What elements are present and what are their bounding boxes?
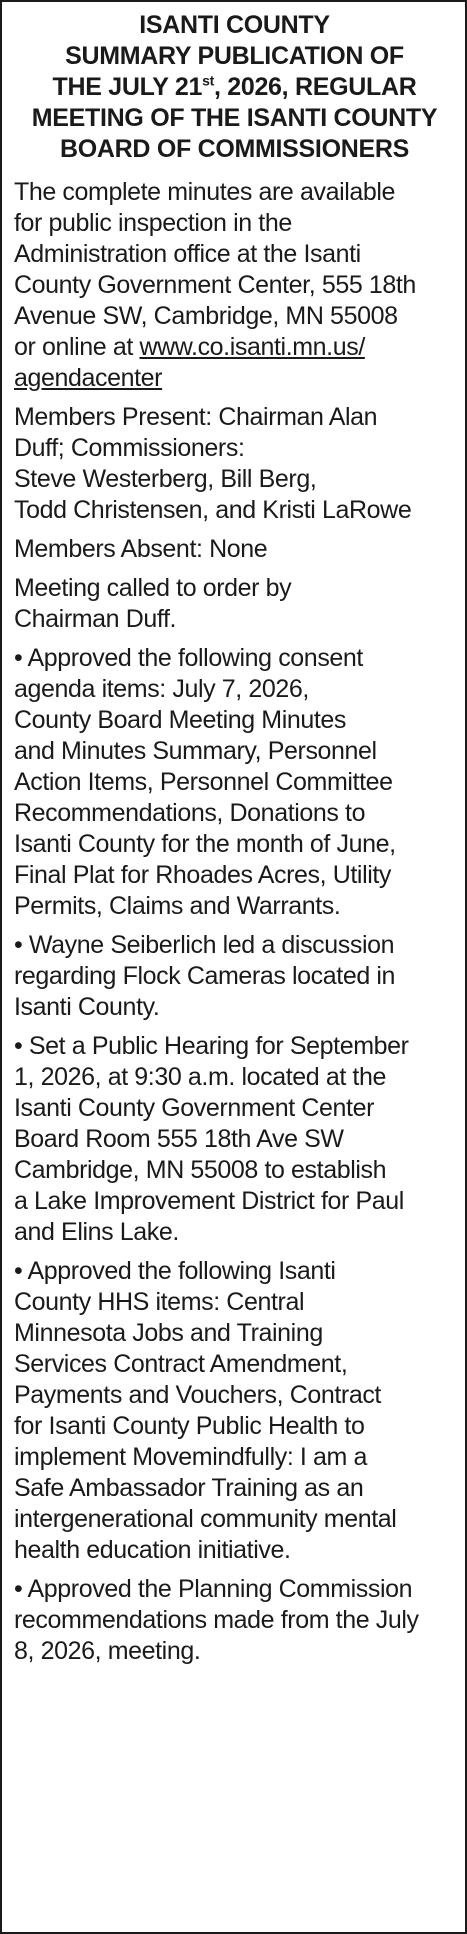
- members-absent-paragraph: [14, 534, 455, 565]
- title-line: BOARD OF COMMISSIONERS: [60, 135, 409, 163]
- text-line: Board Room 555 18th Ave SW: [14, 1125, 344, 1153]
- text-line: Services Contract Amendment,: [14, 1350, 348, 1378]
- text-line: Chairman Duff.: [14, 605, 177, 633]
- text-line: Administration office at the Isanti: [14, 240, 361, 268]
- text-line: [14, 332, 455, 363]
- text-line: Final Plat for Rhoades Acres, Utility: [14, 861, 392, 889]
- agenda-item-hhs: [14, 1256, 455, 1566]
- text-line: Safe Ambassador Training as an: [14, 1474, 364, 1502]
- agenda-center-link-continued[interactable]: agendacenter: [14, 364, 163, 392]
- text-line: intergenerational community mental: [14, 1505, 397, 1533]
- text-line: • Approved the following consent: [14, 644, 363, 672]
- text-line: Cambridge, MN 55008 to establish: [14, 1156, 387, 1184]
- availability-paragraph: [14, 177, 455, 394]
- text-line: Members Present: Chairman Alan: [14, 403, 378, 431]
- title-line: MEETING OF THE ISANTI COUNTY: [31, 104, 438, 132]
- title-date-suffix: st: [202, 72, 214, 89]
- text-line: Meeting called to order by: [14, 574, 292, 602]
- text-line: Minnesota Jobs and Training: [14, 1319, 323, 1347]
- text-line: County Government Center, 555 18th: [14, 271, 416, 299]
- text-line: • Approved the following Isanti: [14, 1257, 336, 1285]
- title-date-prefix: THE JULY 21: [52, 73, 203, 101]
- text-line: Todd Christensen, and Kristi LaRowe: [14, 496, 412, 524]
- text-line: Action Items, Personnel Committee: [14, 768, 393, 796]
- agenda-item-flock-cameras: [14, 930, 455, 1023]
- title-line: SUMMARY PUBLICATION OF: [65, 42, 404, 70]
- agenda-center-link[interactable]: www.co.isanti.mn.us/: [139, 333, 365, 361]
- text-line: • Wayne Seiberlich led a discussion: [14, 931, 395, 959]
- text-line: Permits, Claims and Warrants.: [14, 892, 341, 920]
- text-line: County Board Meeting Minutes: [14, 706, 347, 734]
- text-line: agenda items: July 7, 2026,: [14, 675, 309, 703]
- text-line: and Elins Lake.: [14, 1218, 179, 1246]
- text-line: regarding Flock Cameras located in: [14, 962, 396, 990]
- text-line: Isanti County for the month of June,: [14, 830, 396, 858]
- text-line: and Minutes Summary, Personnel: [14, 737, 377, 765]
- notice-title: [14, 10, 455, 165]
- link-prefix: or online at: [14, 333, 140, 361]
- members-present-paragraph: [14, 402, 455, 526]
- text-line: Steve Westerberg, Bill Berg,: [14, 465, 317, 493]
- text-line: recommendations made from the July: [14, 1606, 419, 1634]
- text-line: • Approved the Planning Commission: [14, 1575, 413, 1603]
- text-line: Members Absent: None: [14, 535, 268, 563]
- text-line: for public inspection in the: [14, 209, 292, 237]
- text-line: implement Movemindfully: I am a: [14, 1443, 368, 1471]
- title-line: ISANTI COUNTY: [139, 11, 330, 39]
- title-date-rest: , 2026, REGULAR: [213, 73, 417, 101]
- text-line: health education initiative.: [14, 1536, 291, 1564]
- text-line: Isanti County Government Center: [14, 1094, 375, 1122]
- agenda-item-consent: [14, 643, 455, 922]
- text-line: 1, 2026, at 9:30 a.m. located at the: [14, 1063, 386, 1091]
- agenda-item-planning-commission: [14, 1574, 455, 1667]
- text-line: for Isanti County Public Health to: [14, 1412, 365, 1440]
- text-line: • Set a Public Hearing for September: [14, 1032, 409, 1060]
- title-line: [14, 72, 455, 103]
- text-line: The complete minutes are available: [14, 178, 396, 206]
- text-line: Payments and Vouchers, Contract: [14, 1381, 381, 1409]
- text-line: 8, 2026, meeting.: [14, 1637, 201, 1665]
- agenda-item-public-hearing: [14, 1031, 455, 1248]
- text-line: Avenue SW, Cambridge, MN 55008: [14, 302, 398, 330]
- text-line: Recommendations, Donations to: [14, 799, 366, 827]
- text-line: County HHS items: Central: [14, 1288, 305, 1316]
- text-line: a Lake Improvement District for Paul: [14, 1187, 404, 1215]
- called-to-order-paragraph: [14, 573, 455, 635]
- text-line: Isanti County.: [14, 993, 160, 1021]
- text-line: Duff; Commissioners:: [14, 434, 245, 462]
